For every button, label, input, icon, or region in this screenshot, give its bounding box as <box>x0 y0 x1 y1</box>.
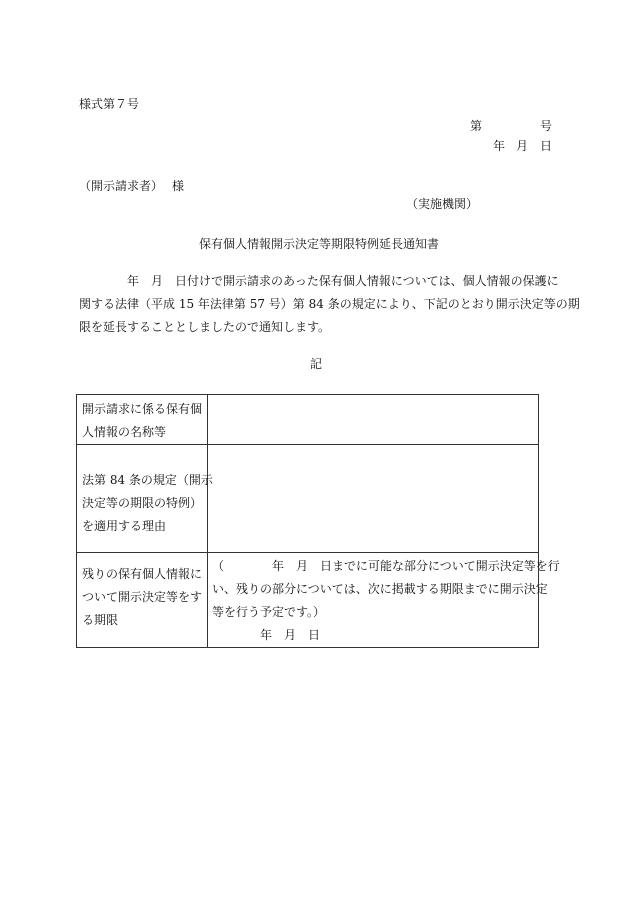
form-number: 様式第７号 <box>79 97 140 111</box>
label-line: ついて開示決定等をす <box>82 590 203 604</box>
date-day: 日 <box>540 139 553 153</box>
label-line: 人情報の名称等 <box>82 425 167 439</box>
label-line: 決定等の期限の特例） <box>82 496 203 510</box>
label-line: 開示請求に係る保有個 <box>82 402 203 416</box>
date-month: 月 <box>516 139 529 153</box>
table-row <box>77 395 539 445</box>
body-line: 年 月 日付けで開示請求のあった保有個人情報については、個人情報の保護に <box>79 274 559 288</box>
label-line: る期限 <box>82 613 119 627</box>
label-line: 法第 84 条の規定（開示 <box>82 473 213 487</box>
record-name-field <box>208 395 539 445</box>
label-line: を適用する理由 <box>82 519 167 533</box>
deadline-text-line: い、残りの部分については、次に掲載する期限までに開示決定 <box>212 582 548 596</box>
doc-number-prefix: 第 <box>470 119 483 133</box>
document-title: 保有個人情報開示決定等期限特例延長通知書 <box>199 237 440 251</box>
table-row <box>77 553 539 648</box>
deadline-date: 年 月 日 <box>260 628 321 642</box>
ki-heading: 記 <box>310 357 323 371</box>
issuer: （実施機関） <box>406 197 479 211</box>
deadline-label <box>77 553 208 648</box>
addressee-name: （開示請求者） <box>79 179 164 193</box>
label-line: 残りの保有個人情報に <box>82 567 203 581</box>
deadline-text-line: （ 年 月 日までに可能な部分について開示決定等を行 <box>212 559 560 573</box>
record-name-label <box>77 395 208 445</box>
addressee-honorific: 様 <box>172 179 185 193</box>
body-paragraph <box>79 270 580 339</box>
doc-number-suffix: 号 <box>540 119 553 133</box>
body-line: 関する法律（平成 15 年法律第 57 号）第 84 条の規定により、下記のとおり開示決定等の期 <box>79 297 580 311</box>
extension-details-table <box>76 394 560 648</box>
date-year: 年 <box>493 139 506 153</box>
deadline-field <box>208 553 560 648</box>
body-line: 限を延長することとしましたので通知します。 <box>79 320 331 334</box>
table-row <box>77 445 539 553</box>
reason-label <box>77 445 213 553</box>
reason-field <box>208 445 539 553</box>
deadline-text-line: 等を行う予定です。） <box>212 605 326 619</box>
